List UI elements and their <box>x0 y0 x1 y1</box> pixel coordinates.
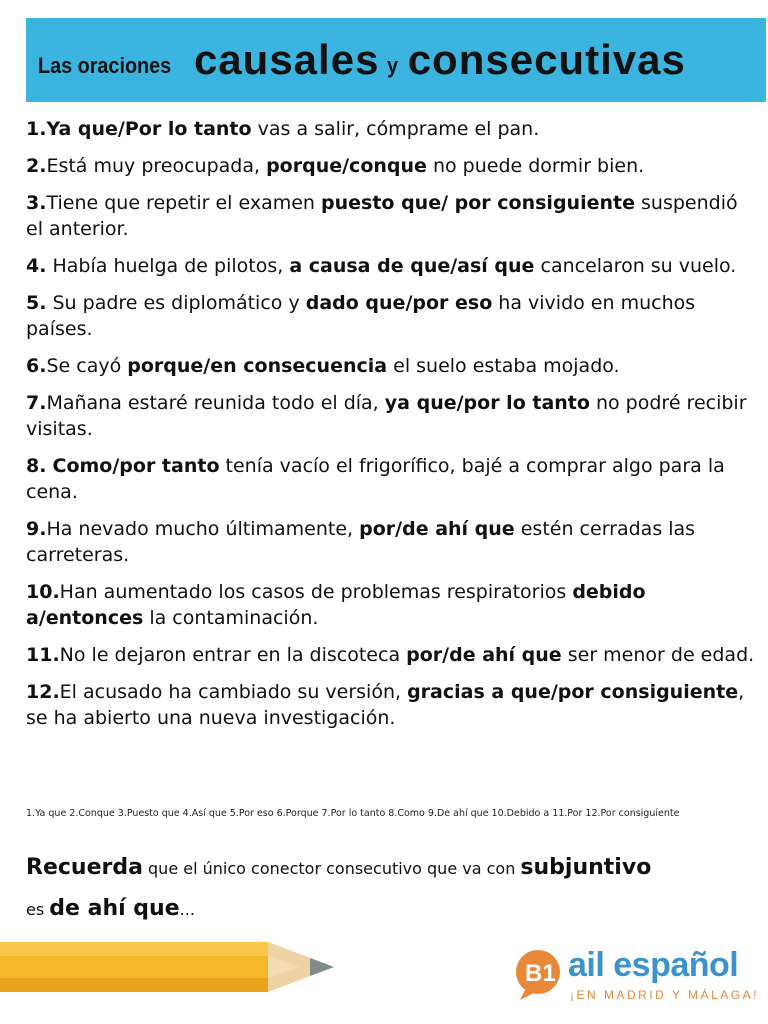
sentence-text: Había huelga de pilotos, <box>46 255 290 277</box>
pencil-icon <box>0 936 340 998</box>
exercise-item <box>26 679 756 731</box>
exercise-number: 8. <box>26 455 47 477</box>
connector-options: Como/por tanto <box>52 455 220 477</box>
exercise-number: 12. <box>26 681 60 703</box>
connector-options: gracias a que/por consiguiente <box>407 681 739 703</box>
reminder-text: que el único conector consecutivo que va con <box>142 859 521 878</box>
exercise-list <box>26 116 756 742</box>
reminder-word-subjuntivo: subjuntivo <box>520 855 652 880</box>
logo-name: ail español <box>568 946 739 984</box>
connector-options: por/de ahí que <box>406 644 562 666</box>
title-part-2: causales <box>193 36 380 83</box>
connector-options: debido a/entonces <box>26 581 646 629</box>
sentence-text: Se cayó <box>46 355 128 377</box>
connector-options: a causa de que/así que <box>289 255 535 277</box>
sentence-text: no puede dormir bien. <box>426 155 645 177</box>
exercise-item <box>26 390 756 442</box>
connector-options: ya que/por lo tanto <box>384 392 590 414</box>
title-part-3: y <box>387 53 399 78</box>
sentence-text: Mañana estaré reunida todo el día, <box>46 392 385 414</box>
brand-logo <box>512 944 759 1008</box>
sentence-text: no podré recibir visitas. <box>26 392 747 440</box>
exercise-item <box>26 253 756 279</box>
sentence-text: Está muy preocupada, <box>46 155 267 177</box>
exercise-number: 1. <box>26 118 47 140</box>
exercise-item <box>26 190 756 242</box>
answer-key: 1.Ya que 2.Conque 3.Puesto que 4.Así que 5.Por eso 6.Porque 7.Por lo tanto 8.Como 9.De ahí que 10.Debido a 11.Por 12.Por consiguiente <box>26 808 680 819</box>
exercise-item <box>26 516 756 568</box>
logo-badge-text: B1 <box>525 960 556 987</box>
sentence-text: El acusado ha cambiado su versión, <box>59 681 408 703</box>
exercise-item <box>26 116 756 142</box>
reminder-text-es: es <box>26 900 50 919</box>
sentence-text: No le dejaron entrar en la discoteca <box>59 644 407 666</box>
exercise-number: 9. <box>26 518 47 540</box>
sentence-text: estén cerradas las carreteras. <box>26 518 696 566</box>
logo-tagline: ¡EN MADRID Y MÁLAGA! <box>570 988 759 1002</box>
connector-options: dado que/por eso <box>305 292 493 314</box>
connector-options: Ya que/Por lo tanto <box>46 118 252 140</box>
reminder-ellipsis: ... <box>179 900 195 919</box>
speech-bubble-icon <box>512 948 564 1000</box>
exercise-number: 4. <box>26 255 47 277</box>
sentence-text: vas a salir, cómprame el pan. <box>251 118 540 140</box>
title-part-4: consecutivas <box>407 36 686 83</box>
title-banner <box>26 18 766 102</box>
sentence-text: la contaminación. <box>143 607 319 629</box>
exercise-item <box>26 579 756 631</box>
exercise-number: 3. <box>26 192 47 214</box>
connector-options: porque/en consecuencia <box>127 355 388 377</box>
connector-options: porque/conque <box>266 155 427 177</box>
connector-options: por/de ahí que <box>359 518 515 540</box>
exercise-number: 10. <box>26 581 60 603</box>
sentence-text: tenía vacío el frigorífico, bajé a comprar algo para la cena. <box>26 455 725 503</box>
sentence-text: el suelo estaba mojado. <box>387 355 620 377</box>
sentence-text: ser menor de edad. <box>561 644 755 666</box>
exercise-number: 2. <box>26 155 47 177</box>
sentence-text: , se ha abierto una nueva investigación. <box>26 681 745 729</box>
reminder-word-recuerda: Recuerda <box>26 855 143 880</box>
reminder-word-de-ahi-que: de ahí que <box>49 896 180 921</box>
reminder-note <box>26 848 756 930</box>
sentence-text: suspendió el anterior. <box>26 192 738 240</box>
exercise-item <box>26 353 756 379</box>
exercise-number: 5. <box>26 292 47 314</box>
title-part-1: Las oraciones <box>38 53 172 78</box>
exercise-item <box>26 153 756 179</box>
sentence-text: cancelaron su vuelo. <box>534 255 737 277</box>
sentence-text: Su padre es diplomático y <box>46 292 306 314</box>
exercise-number: 11. <box>26 644 60 666</box>
sentence-text: Ha nevado mucho últimamente, <box>46 518 360 540</box>
sentence-text: Tiene que repetir el examen <box>46 192 321 214</box>
connector-options: puesto que/ por consiguiente <box>321 192 635 214</box>
exercise-item <box>26 642 756 668</box>
exercise-number: 6. <box>26 355 47 377</box>
exercise-item <box>26 453 756 505</box>
sentence-text: Han aumentado los casos de problemas respiratorios <box>59 581 573 603</box>
sentence-text: ha vivido en muchos países. <box>26 292 696 340</box>
exercise-item <box>26 290 756 342</box>
exercise-number: 7. <box>26 392 47 414</box>
